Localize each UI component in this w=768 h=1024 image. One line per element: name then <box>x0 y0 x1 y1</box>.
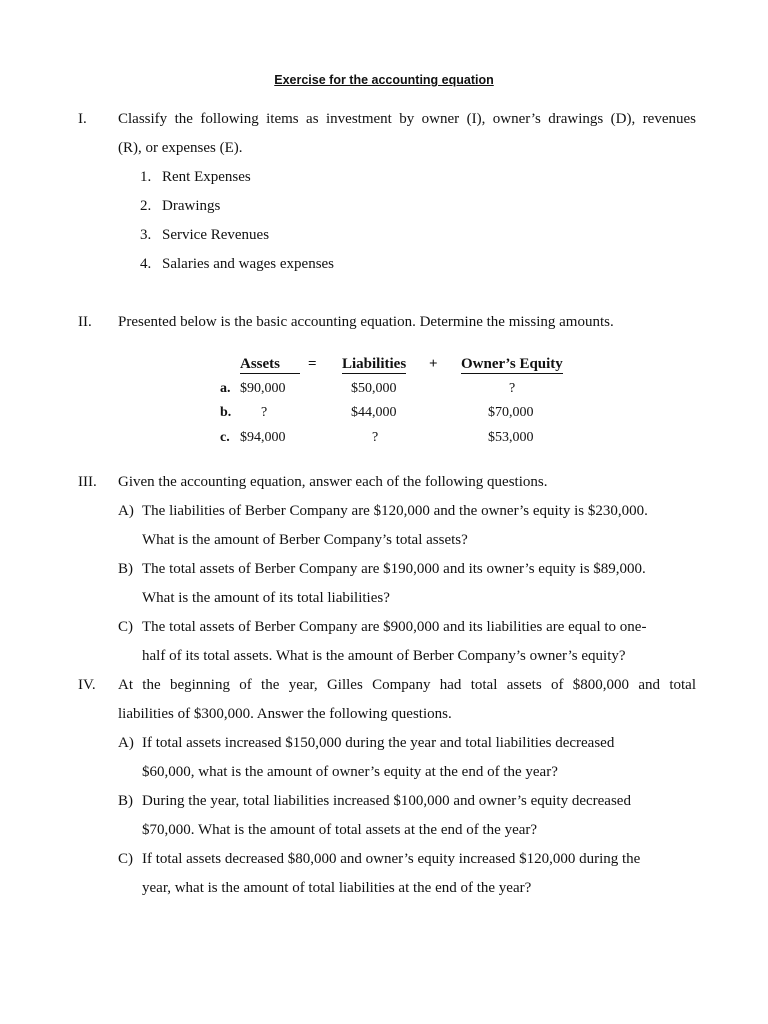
list-item-number: 2. <box>140 198 152 214</box>
equation-header-liabilities: Liabilities <box>342 356 407 372</box>
list-item <box>140 228 269 243</box>
sub-question-text-line2: $60,000, what is the amount of owner’s equity at the end of the year? <box>142 764 558 780</box>
equity-cell: $70,000 <box>488 405 534 420</box>
question-2-text: Presented below is the basic accounting equation. Determine the missing amounts. <box>118 314 614 330</box>
question-3a <box>118 504 698 519</box>
list-item-text: Service Revenues <box>162 227 270 243</box>
question-4-number: IV. <box>78 677 96 693</box>
sub-question-letter: C) <box>118 619 133 635</box>
assets-cell: ? <box>261 405 268 420</box>
question-1-text-line1: Classify the following items as investment by owner (I), owner’s drawings (D), revenues <box>118 111 696 127</box>
list-item-number: 3. <box>140 227 152 243</box>
question-3-number: III. <box>78 474 97 490</box>
sub-question-text-line2: year, what is the amount of total liabilities at the end of the year? <box>142 880 532 896</box>
liabilities-cell: $44,000 <box>351 405 397 420</box>
liabilities-cell: $50,000 <box>351 381 397 396</box>
sub-question-text: The liabilities of Berber Company are $120,000 and the owner’s equity is $230,000. <box>142 503 648 519</box>
sub-question-text: If total assets decreased $80,000 and owner’s equity increased $120,000 during the <box>142 851 641 867</box>
list-item-text: Drawings <box>162 198 221 214</box>
sub-question-text: The total assets of Berber Company are $190,000 and its owner’s equity is $89,000. <box>142 561 646 577</box>
list-item-text: Salaries and wages expenses <box>162 256 335 272</box>
question-1-text-line2: (R), or expenses (E). <box>118 140 243 156</box>
assets-cell: $90,000 <box>240 381 286 396</box>
equation-header-assets: Assets <box>240 357 300 374</box>
question-2-number: II. <box>78 314 92 330</box>
list-item-number: 1. <box>140 169 152 185</box>
list-item <box>140 257 334 272</box>
question-3-text: Given the accounting equation, answer each of the following questions. <box>118 474 548 490</box>
sub-question-letter: B) <box>118 793 133 809</box>
sub-question-text-line2: What is the amount of Berber Company’s total assets? <box>142 532 468 548</box>
liabilities-cell: ? <box>372 430 379 445</box>
list-item <box>140 170 251 185</box>
page-title: Exercise for the accounting equation <box>274 73 494 87</box>
sub-question-text-line2: What is the amount of its total liabilities? <box>142 590 390 606</box>
row-label: a. <box>220 381 231 396</box>
sub-question-text: During the year, total liabilities increased $100,000 and owner’s equity decreased <box>142 793 631 809</box>
sub-question-text-line2: half of its total assets. What is the amount of Berber Company’s owner’s equity? <box>142 648 626 664</box>
sub-question-letter: A) <box>118 503 134 519</box>
equity-cell: ? <box>509 381 516 396</box>
list-item-number: 4. <box>140 256 152 272</box>
question-4c <box>118 852 698 867</box>
question-1-number: I. <box>78 111 87 127</box>
equation-header-plus: + <box>429 356 438 372</box>
equation-header-equity: Owner’s Equity <box>461 356 563 372</box>
question-4-text-line2: liabilities of $300,000. Answer the following questions. <box>118 706 452 722</box>
question-4-text-line1: At the beginning of the year, Gilles Company had total assets of $800,000 and total <box>118 677 696 693</box>
list-item <box>140 199 220 214</box>
question-4a <box>118 736 698 751</box>
list-item-text: Rent Expenses <box>162 169 251 185</box>
assets-cell: $94,000 <box>240 430 286 445</box>
question-3b <box>118 562 698 577</box>
sub-question-text: If total assets increased $150,000 during the year and total liabilities decreased <box>142 735 615 751</box>
question-4b <box>118 794 698 809</box>
equity-cell: $53,000 <box>488 430 534 445</box>
row-label: b. <box>220 405 232 420</box>
question-3c <box>118 620 698 635</box>
sub-question-text: The total assets of Berber Company are $900,000 and its liabilities are equal to one- <box>142 619 647 635</box>
sub-question-letter: A) <box>118 735 134 751</box>
row-label: c. <box>220 430 230 445</box>
sub-question-text-line2: $70,000. What is the amount of total assets at the end of the year? <box>142 822 538 838</box>
equation-header-equals: = <box>308 356 317 372</box>
sub-question-letter: C) <box>118 851 133 867</box>
sub-question-letter: B) <box>118 561 133 577</box>
